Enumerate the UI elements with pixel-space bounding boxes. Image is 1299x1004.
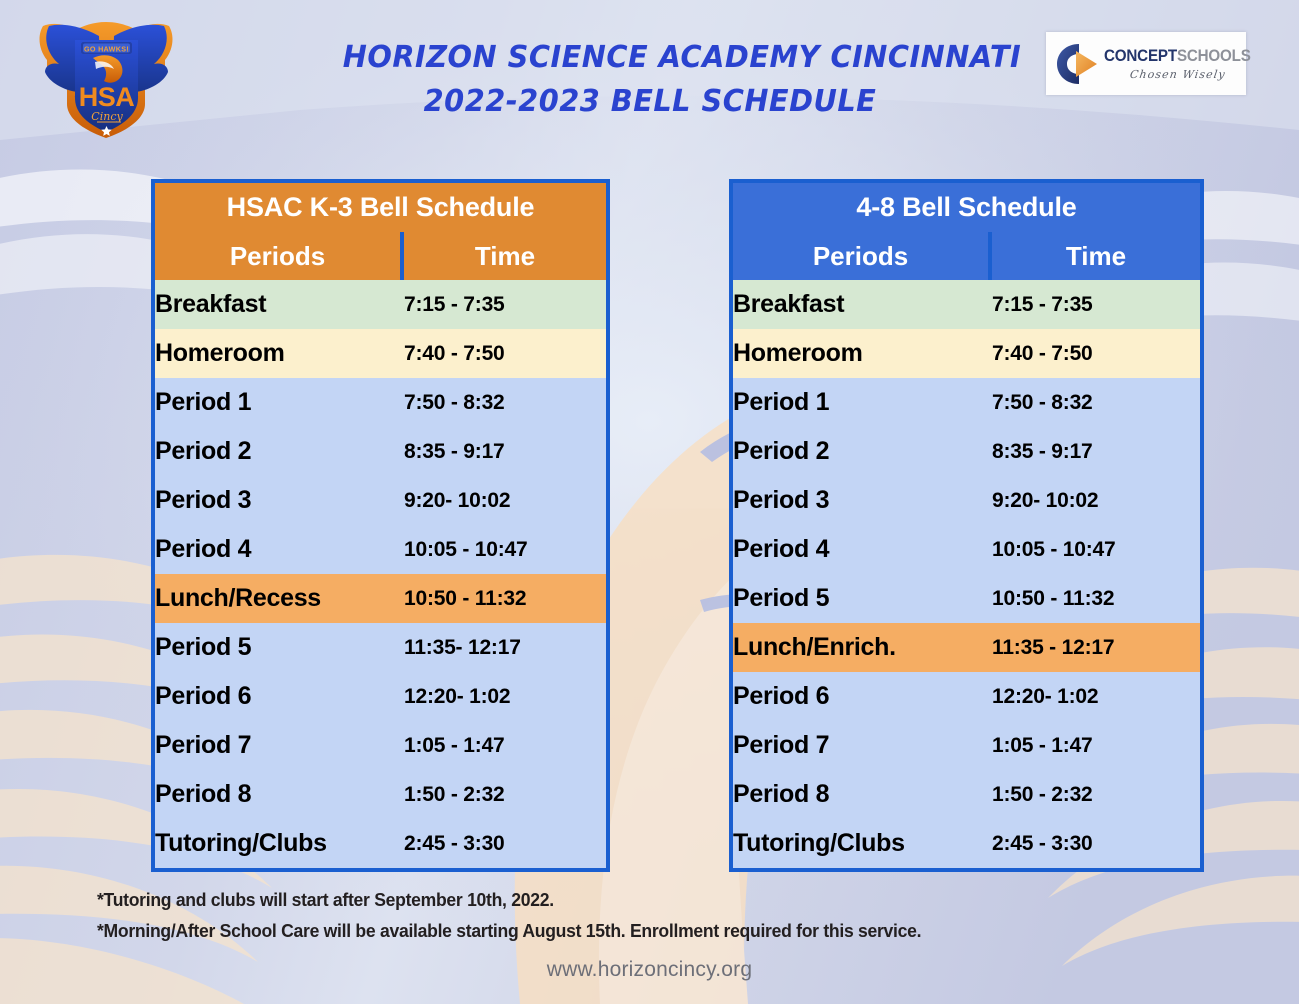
period-label: Period 6 (155, 672, 404, 721)
period-label: Tutoring/Clubs (155, 819, 404, 868)
period-time: 12:20- 1:02 (404, 672, 606, 721)
table-row (155, 770, 606, 819)
column-header-time: Time (404, 232, 606, 280)
table-row (155, 623, 606, 672)
table-row (733, 476, 1200, 525)
page-header (0, 0, 1299, 165)
column-header-periods: Periods (733, 232, 992, 280)
title-line-1: HORIZON SCIENCE ACADEMY CINCINNATI (342, 40, 1022, 75)
table-row (733, 280, 1200, 329)
table-row (155, 280, 606, 329)
page-title (330, 36, 1022, 123)
period-label: Period 4 (155, 525, 404, 574)
period-label: Period 3 (155, 476, 404, 525)
table-header-row (155, 232, 606, 280)
concept-word-secondary: SCHOOLS (1176, 47, 1251, 65)
period-time: 7:50 - 8:32 (992, 378, 1200, 427)
period-time: 11:35- 12:17 (404, 623, 606, 672)
table-body-4-8 (733, 183, 1200, 868)
table-row (155, 427, 606, 476)
footnote-tutoring: *Tutoring and clubs will start after September 10th, 2022. (97, 889, 554, 910)
period-label: Period 7 (155, 721, 404, 770)
period-time: 7:15 - 7:35 (404, 280, 606, 329)
period-time: 11:35 - 12:17 (992, 623, 1200, 672)
period-label: Period 8 (155, 770, 404, 819)
period-time: 9:20- 10:02 (404, 476, 606, 525)
table-row (733, 427, 1200, 476)
table-row (155, 525, 606, 574)
period-time: 1:50 - 2:32 (404, 770, 606, 819)
table-row (733, 672, 1200, 721)
period-time: 1:50 - 2:32 (992, 770, 1200, 819)
period-label: Lunch/Enrich. (733, 623, 992, 672)
table-row (733, 329, 1200, 378)
period-time: 10:50 - 11:32 (992, 574, 1200, 623)
period-time: 1:05 - 1:47 (404, 721, 606, 770)
table-row (733, 770, 1200, 819)
period-time: 7:50 - 8:32 (404, 378, 606, 427)
period-time: 12:20- 1:02 (992, 672, 1200, 721)
table-row (155, 819, 606, 868)
bell-schedule-table-4-8 (729, 179, 1204, 872)
concept-wordmark (1104, 47, 1251, 66)
table-caption-row (733, 183, 1200, 232)
period-time: 9:20- 10:02 (992, 476, 1200, 525)
svg-text:GO HAWKS!: GO HAWKS! (83, 44, 130, 54)
table-row (155, 574, 606, 623)
period-label: Period 2 (155, 427, 404, 476)
period-time: 7:40 - 7:50 (404, 329, 606, 378)
period-label: Breakfast (733, 280, 992, 329)
column-header-periods: Periods (155, 232, 404, 280)
period-time: 8:35 - 9:17 (404, 427, 606, 476)
period-label: Period 2 (733, 427, 992, 476)
period-label: Period 1 (155, 378, 404, 427)
title-line-2: 2022-2023 BELL SCHEDULE (423, 83, 877, 119)
period-label: Homeroom (155, 329, 404, 378)
concept-schools-logo (1046, 32, 1251, 95)
period-time: 10:05 - 10:47 (404, 525, 606, 574)
table-row (733, 525, 1200, 574)
period-label: Period 8 (733, 770, 992, 819)
website-url: www.horizoncincy.org (546, 958, 753, 981)
table-row (155, 476, 606, 525)
period-label: Period 3 (733, 476, 992, 525)
period-label: Period 5 (155, 623, 404, 672)
table-row (733, 574, 1200, 623)
hawk-crest-logo (33, 14, 180, 141)
period-label: Period 4 (733, 525, 992, 574)
period-time: 10:50 - 11:32 (404, 574, 606, 623)
concept-mark-icon (1054, 41, 1104, 87)
bell-schedule-table-k3 (151, 179, 610, 872)
column-header-time: Time (992, 232, 1200, 280)
period-label: Tutoring/Clubs (733, 819, 992, 868)
table-row (155, 329, 606, 378)
footnote-school-care: *Morning/After School Care will be available starting August 15th. Enrollment required for this service. (97, 919, 922, 941)
table-row (733, 623, 1200, 672)
table-row (733, 721, 1200, 770)
table-row (155, 721, 606, 770)
period-time: 7:40 - 7:50 (992, 329, 1200, 378)
period-time: 1:05 - 1:47 (992, 721, 1200, 770)
svg-text:Cincy: Cincy (91, 110, 123, 123)
period-label: Period 7 (733, 721, 992, 770)
svg-text:HSA: HSA (78, 82, 135, 112)
concept-tagline: Chosen Wisely (1129, 68, 1227, 81)
table-caption-row (155, 183, 606, 232)
period-label: Period 6 (733, 672, 992, 721)
table-caption-4-8: 4-8 Bell Schedule (733, 183, 1200, 232)
table-row (733, 378, 1200, 427)
table-caption-k3: HSAC K-3 Bell Schedule (155, 183, 606, 232)
concept-word-primary: CONCEPT (1104, 47, 1177, 65)
period-label: Lunch/Recess (155, 574, 404, 623)
period-time: 7:15 - 7:35 (992, 280, 1200, 329)
period-time: 2:45 - 3:30 (404, 819, 606, 868)
table-row (155, 672, 606, 721)
period-label: Period 1 (733, 378, 992, 427)
table-body-k3 (155, 183, 606, 868)
table-row (733, 819, 1200, 868)
period-label: Period 5 (733, 574, 992, 623)
period-time: 8:35 - 9:17 (992, 427, 1200, 476)
table-header-row (733, 232, 1200, 280)
period-time: 10:05 - 10:47 (992, 525, 1200, 574)
period-label: Breakfast (155, 280, 404, 329)
period-time: 2:45 - 3:30 (992, 819, 1200, 868)
footnotes (97, 885, 1217, 946)
table-row (155, 378, 606, 427)
period-label: Homeroom (733, 329, 992, 378)
